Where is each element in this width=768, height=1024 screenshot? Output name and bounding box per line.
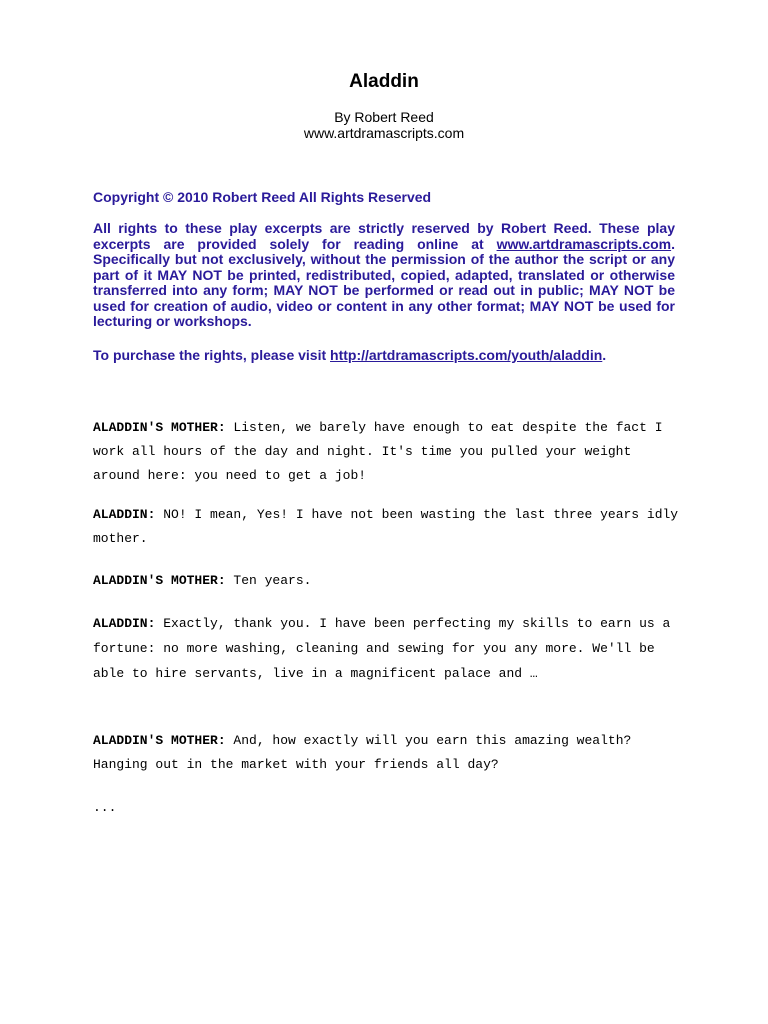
purchase-period: . (602, 347, 607, 363)
dialogue-text: NO! I mean, Yes! I have not been wasting the last three years idly mother. (93, 507, 679, 546)
rights-notice (93, 221, 675, 330)
speaker-name: ALADDIN'S MOTHER: (93, 573, 226, 588)
rights-text-end: . Specifically but not exclusively, without the permission of the author the script or any part of it MAY NOT be printed, redistributed, copied, adapted, translated or otherwise transferred into any form; MAY NOT be performed or read out in public; MAY NOT be used for creation of audio, video or content in any other format; MAY NOT be used for lecturing or workshops. (93, 235, 675, 329)
speaker-name: ALADDIN: (93, 616, 156, 631)
purchase-link[interactable]: http://artdramascripts.com/youth/aladdin (330, 347, 603, 363)
script-line (93, 729, 683, 777)
dialogue-text: Listen, we barely have enough to eat despite the fact I work all hours of the day and night. It's time you pulled your weight around here: you need to get a job! (93, 420, 663, 483)
website-line: www.artdramascripts.com (303, 125, 465, 141)
script-line (93, 503, 683, 551)
speaker-name: ALADDIN: (93, 507, 156, 522)
script-line (93, 569, 683, 593)
continuation-ellipsis: ... (93, 800, 117, 815)
speaker-name: ALADDIN'S MOTHER: (93, 733, 226, 748)
purchase-notice (93, 347, 675, 363)
dialogue-text: And, how exactly will you earn this amazing wealth? Hanging out in the market with your friends all day? (93, 733, 632, 772)
byline (93, 109, 675, 141)
rights-text-start: All rights to these play excerpts are strictly reserved by Robert Reed. These play excerpts are provided solely for reading online at (93, 220, 675, 252)
author-line: By Robert Reed (334, 109, 434, 125)
dialogue-text: Exactly, thank you. I have been perfecting my skills to earn us a fortune: no more washing, cleaning and sewing for you any more. We'll be able to hire servants, live in a magnificent palace and … (93, 616, 671, 681)
speaker-name: ALADDIN'S MOTHER: (93, 420, 226, 435)
purchase-text: To purchase the rights, please visit (93, 347, 331, 363)
copyright-notice: Copyright © 2010 Robert Reed All Rights Reserved (93, 189, 432, 205)
rights-website-link[interactable]: www.artdramascripts.com (496, 235, 672, 252)
script-line (93, 611, 683, 686)
dialogue-text: Ten years. (225, 573, 312, 588)
document-title: Aladdin (349, 71, 419, 92)
script-line (93, 416, 683, 488)
